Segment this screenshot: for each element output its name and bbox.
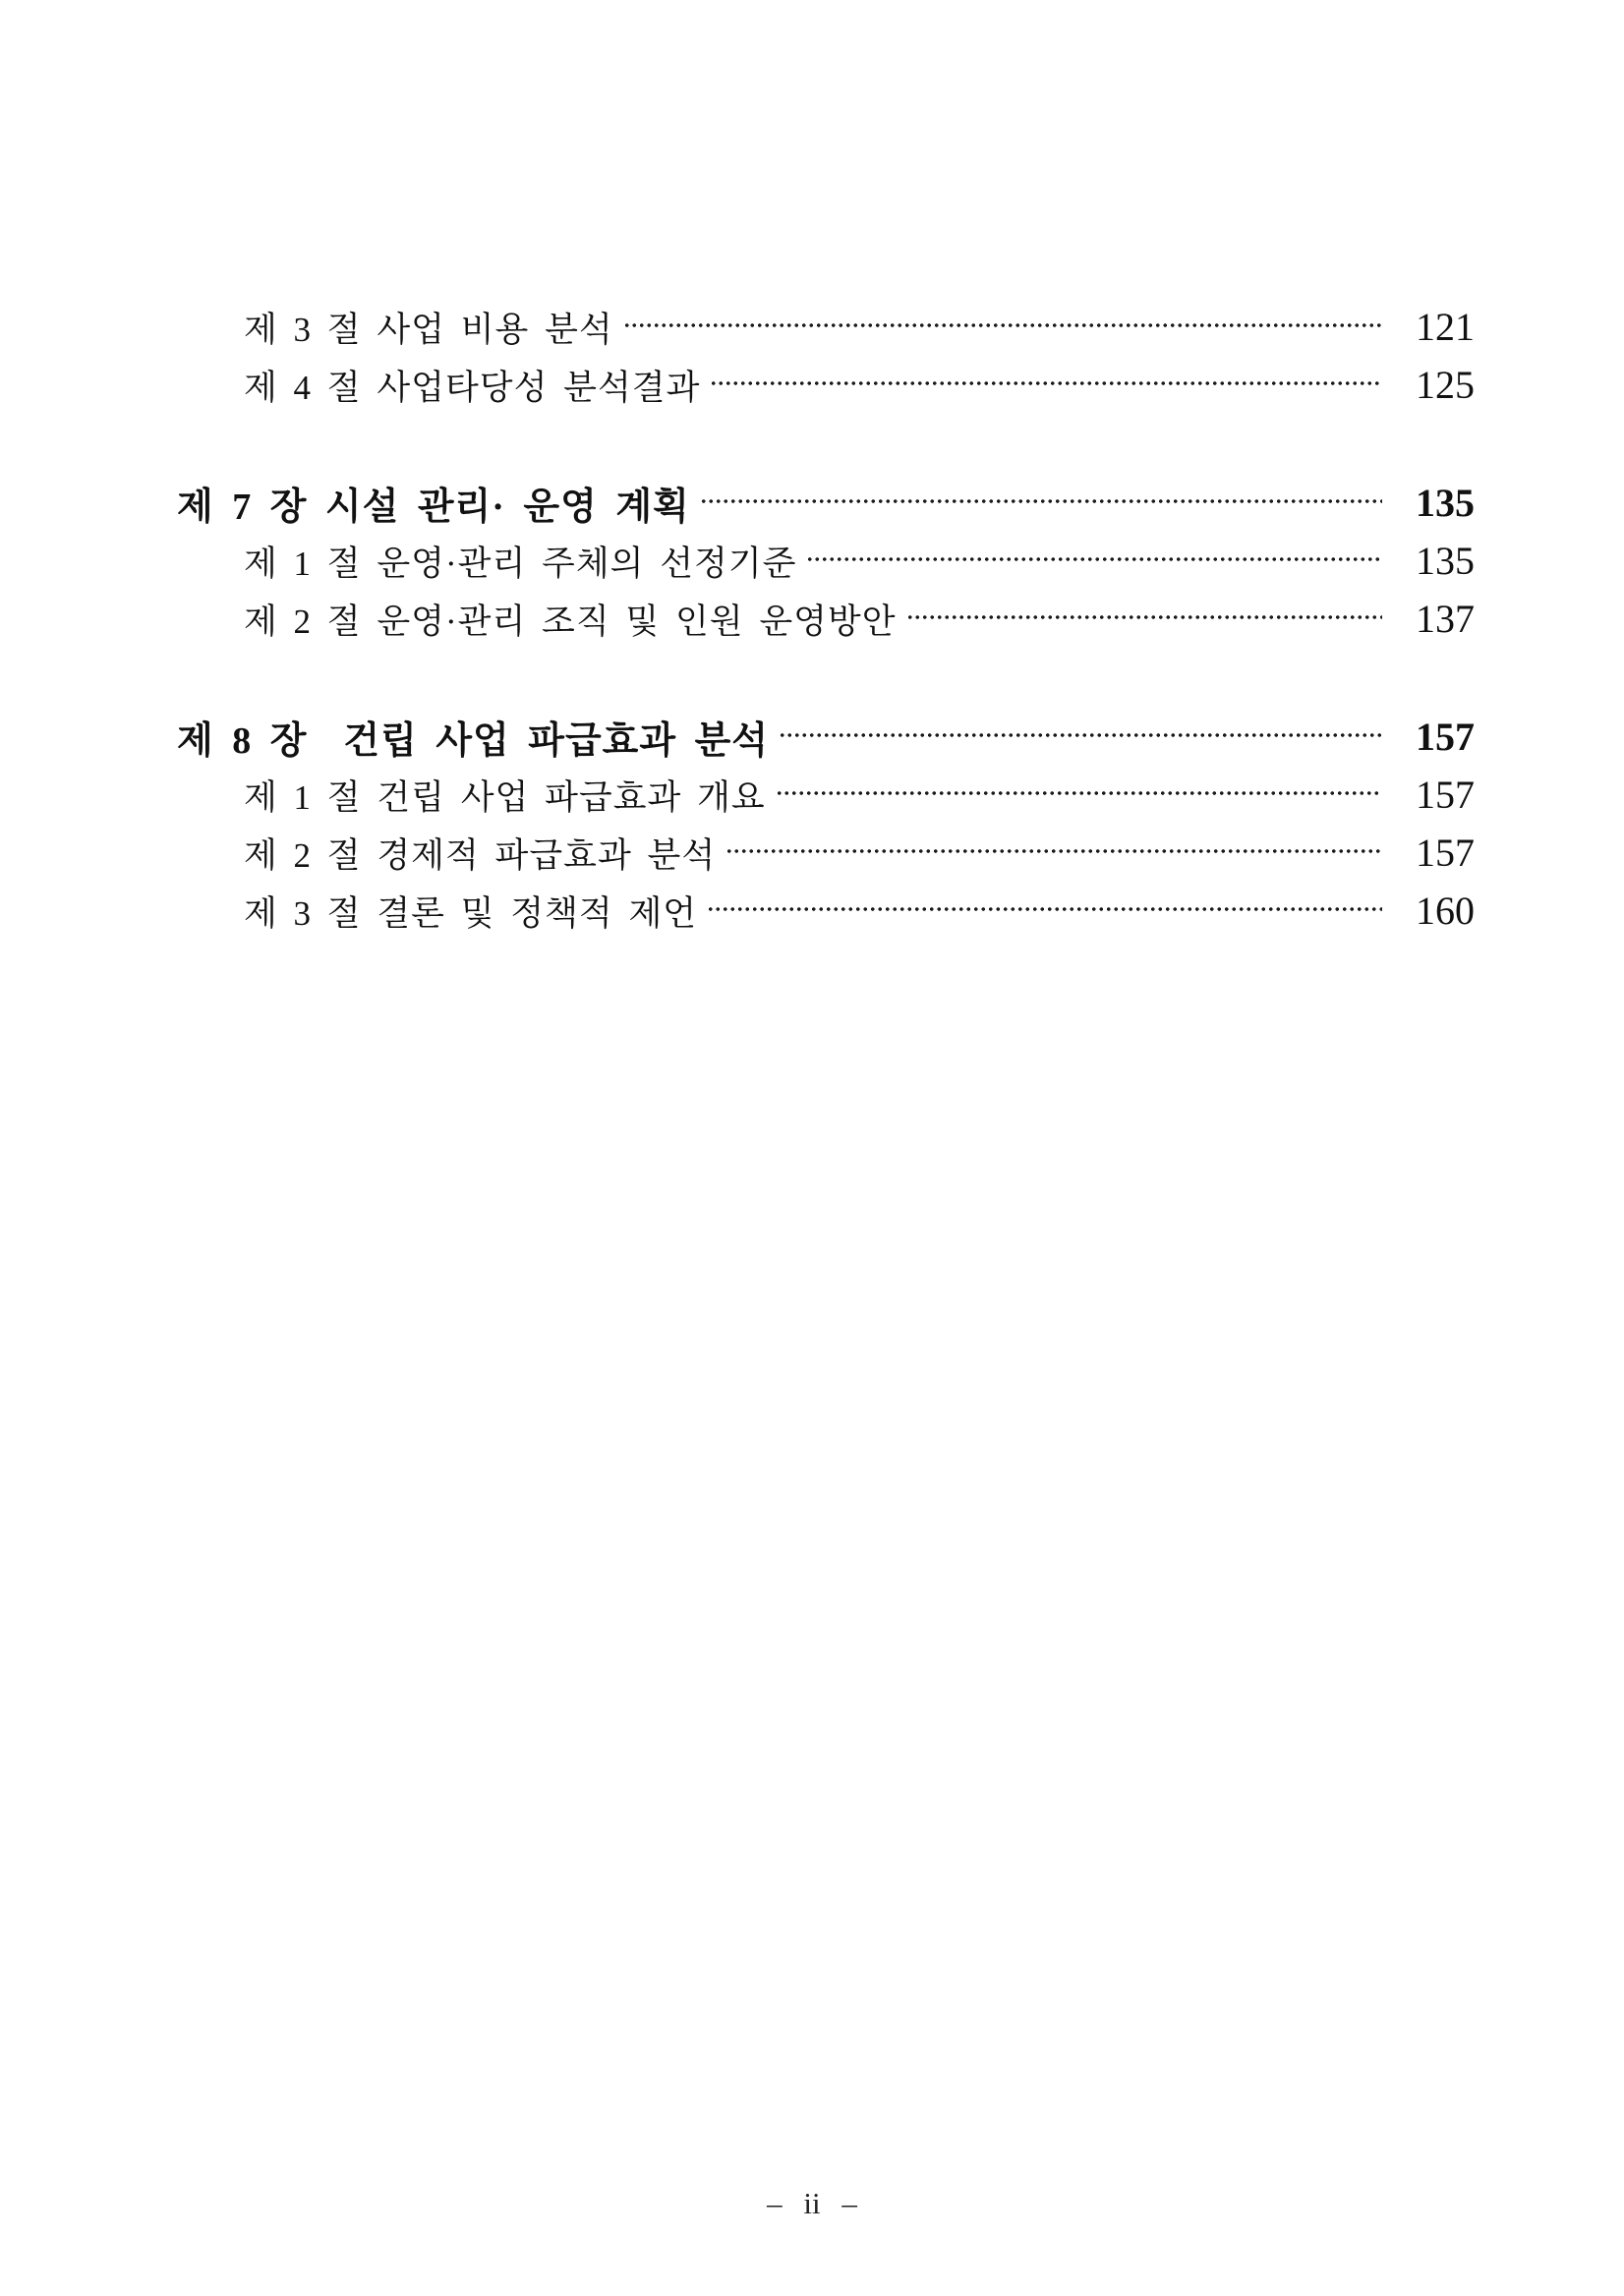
dot-leader xyxy=(623,321,1382,329)
toc-page-number: 157 xyxy=(1416,715,1475,759)
toc-entry-title: 제 1 절 건립 사업 파급효과 개요 xyxy=(244,777,766,817)
table-of-contents xyxy=(177,298,1475,940)
toc-entry-title: 제 3 절 결론 및 정책적 제언 xyxy=(244,893,698,933)
toc-entry xyxy=(177,356,1475,414)
toc-page-number: 121 xyxy=(1416,305,1475,349)
toc-entry-title: 제 2 절 운영·관리 조직 및 인원 운영방안 xyxy=(244,602,897,641)
toc-entry xyxy=(177,590,1475,648)
dot-leader xyxy=(906,613,1382,621)
page-footer xyxy=(0,2186,1624,2221)
dot-leader xyxy=(725,847,1382,855)
toc-page-number: 160 xyxy=(1416,889,1475,933)
toc-entry-title: 제 7 장 시설 관리· 운영 계획 xyxy=(177,487,690,528)
toc-entry-chapter xyxy=(177,474,1475,532)
dot-leader xyxy=(700,497,1382,505)
toc-entry xyxy=(177,766,1475,824)
toc-entry-title: 제 8 장 건립 사업 파급효과 분석 xyxy=(177,720,769,762)
footer-page-label: – ii – xyxy=(767,2186,857,2220)
dot-leader xyxy=(707,905,1382,913)
toc-entry xyxy=(177,824,1475,882)
toc-entry xyxy=(177,882,1475,940)
toc-page-number: 135 xyxy=(1416,481,1475,525)
toc-entry-title: 제 3 절 사업 비용 분석 xyxy=(244,310,613,349)
toc-entry-title: 제 2 절 경제적 파급효과 분석 xyxy=(244,835,717,875)
toc-entry-title: 제 4 절 사업타당성 분석결과 xyxy=(244,368,701,407)
dot-leader xyxy=(779,731,1382,739)
toc-entry-chapter xyxy=(177,708,1475,766)
toc-page-number: 157 xyxy=(1416,831,1475,875)
toc-page-number: 125 xyxy=(1416,363,1475,407)
toc-page-number: 137 xyxy=(1416,597,1475,641)
toc-page-number: 135 xyxy=(1416,539,1475,583)
toc-entry xyxy=(177,298,1475,356)
toc-entry-title: 제 1 절 운영·관리 주체의 선정기준 xyxy=(244,544,797,583)
toc-page-number: 157 xyxy=(1416,773,1475,817)
dot-leader xyxy=(806,555,1382,563)
dot-leader xyxy=(710,379,1382,387)
toc-entry xyxy=(177,532,1475,590)
dot-leader xyxy=(776,789,1382,797)
